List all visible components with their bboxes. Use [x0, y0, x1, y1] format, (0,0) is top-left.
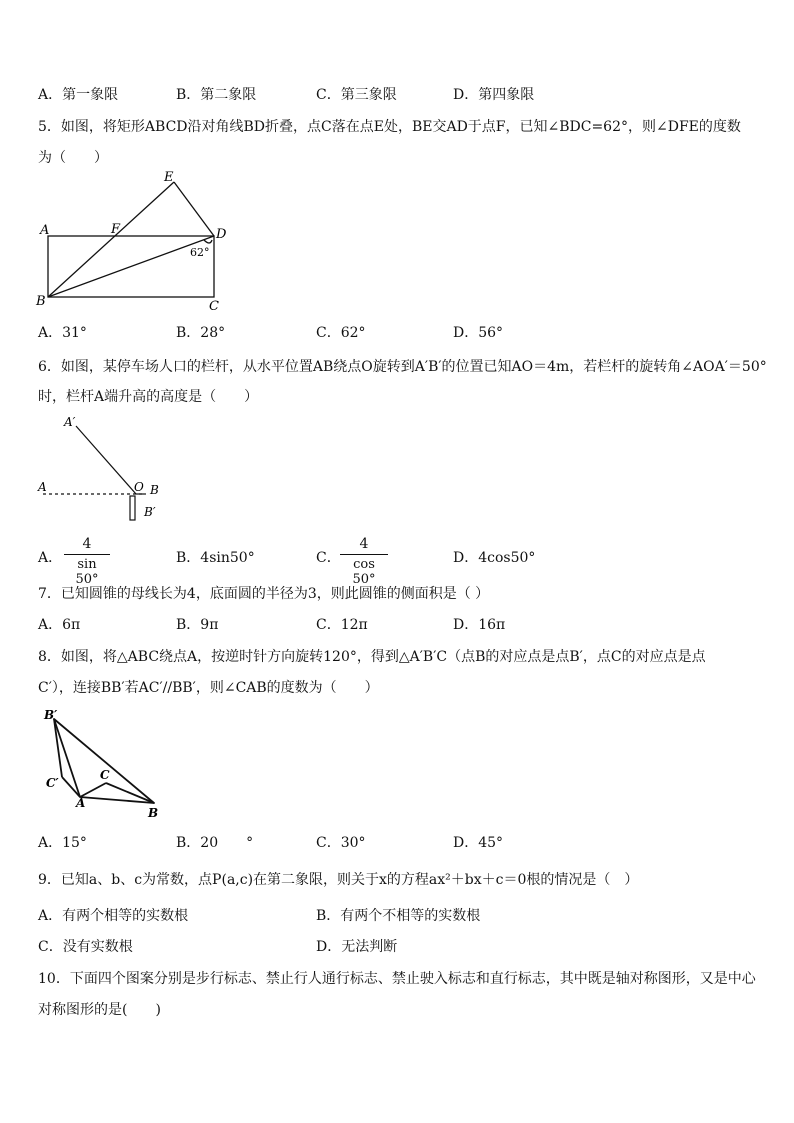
- q5-label-c: C: [209, 299, 219, 313]
- q5-stem-line2: 为（ ）: [38, 150, 108, 166]
- q7-stem-line1: 7．已知圆锥的母线长为4，底面圆的半径为3，则此圆锥的侧面积是（ ）: [38, 586, 490, 602]
- q4-option-b: B．第二象限: [176, 87, 257, 103]
- q8-option-a: A．15°: [38, 835, 87, 851]
- q10-stem-line2: 对称图形的是( ): [38, 1002, 161, 1018]
- q9-option-b: B．有两个不相等的实数根: [316, 908, 481, 924]
- q9-option-c: C．没有实数根: [38, 939, 133, 955]
- q6-option-a-numerator: 4: [82, 536, 92, 552]
- q7-option-b: B．9π: [176, 617, 219, 633]
- q8-stem-line1: 8．如图，将△ABC绕点A，按逆时针方向旋转120°，得到△A′B′C（点B的对应点是点B′，点C的对应点是点: [38, 649, 706, 665]
- q6-option-c-fraction: [340, 536, 388, 587]
- q9-stem-line1: 9．已知a、b、c为常数，点P(a,c)在第二象限，则关于x的方程ax²＋bx＋c＝0根的情况是（ ）: [38, 872, 639, 888]
- q5-option-b: B．28°: [176, 325, 226, 341]
- q10-stem-line1: 10．下面四个图案分别是步行标志、禁止行人通行标志、禁止驶入标志和直行标志，其中既是轴对称图形，又是中心: [38, 971, 756, 987]
- q8-option-b: B．20 °: [176, 835, 254, 851]
- q5-option-c: C．62°: [316, 325, 366, 341]
- q8-option-d: D．45°: [453, 835, 504, 851]
- q6-stem-line1: 6．如图，某停车场人口的栏杆，从水平位置AB绕点O旋转到A′B′的位置已知AO＝4m，若栏杆的旋转角∠AOA′＝50°: [38, 359, 767, 375]
- q5-label-d: D: [216, 227, 227, 242]
- q6-option-b: B．4sin50°: [176, 550, 255, 566]
- q6-option-d: D．4cos50°: [453, 550, 536, 566]
- q4-option-c: C．第三象限: [316, 87, 397, 103]
- q6-option-a-prefix: A．: [38, 550, 63, 566]
- q6-label-o: O: [134, 480, 144, 494]
- q9-option-a: A．有两个相等的实数根: [38, 908, 189, 924]
- q8-triangle-figure: [40, 703, 170, 821]
- q7-option-d: D．16π: [453, 617, 506, 633]
- q5-label-e: E: [164, 170, 174, 185]
- q6-option-a-denominator: sin 50°: [75, 557, 99, 587]
- q6-label-b-prime: B′: [144, 505, 156, 519]
- q6-option-a-fraction: [64, 536, 110, 587]
- q8-label-b-prime: B′: [44, 708, 58, 722]
- q8-label-c-prime: C′: [46, 776, 59, 790]
- q6-stem-line2: 时，栏杆A端升高的高度是（ ）: [38, 389, 259, 405]
- q7-option-a: A．6π: [38, 617, 81, 633]
- q5-angle-label: 62°: [190, 246, 210, 259]
- q5-option-d: D．56°: [453, 325, 504, 341]
- q5-rectangle-figure: [34, 168, 234, 313]
- q5-option-a: A．31°: [38, 325, 87, 341]
- q8-stem-line2: C′），连接BB′若AC′//BB′，则∠CAB的度数为（ ）: [38, 680, 379, 696]
- q6-barrier-figure: [34, 410, 174, 528]
- q8-option-c: C．30°: [316, 835, 366, 851]
- q4-option-d: D．第四象限: [453, 87, 535, 103]
- q8-label-a: A: [76, 796, 86, 810]
- q6-label-a-prime: A′: [64, 415, 76, 429]
- q8-label-b: B: [148, 806, 159, 820]
- q7-option-c: C．12π: [316, 617, 368, 633]
- q6-label-a: A: [38, 480, 47, 494]
- q4-option-a: A．第一象限: [38, 87, 119, 103]
- q5-stem-line1: 5．如图，将矩形ABCD沿对角线BD折叠，点C落在点E处，BE交AD于点F，已知∠BDC=62°，则∠DFE的度数: [38, 119, 741, 135]
- q6-option-c-denominator: cos 50°: [352, 557, 376, 587]
- q5-label-b: B: [36, 294, 46, 309]
- q8-label-c: C: [100, 768, 110, 782]
- q5-label-f: F: [111, 222, 121, 237]
- q6-option-c-prefix: C．: [316, 550, 341, 566]
- q5-label-a: A: [40, 223, 50, 238]
- q6-option-c-numerator: 4: [359, 536, 369, 552]
- q6-label-b: B: [150, 483, 159, 497]
- q9-option-d: D．无法判断: [316, 939, 398, 955]
